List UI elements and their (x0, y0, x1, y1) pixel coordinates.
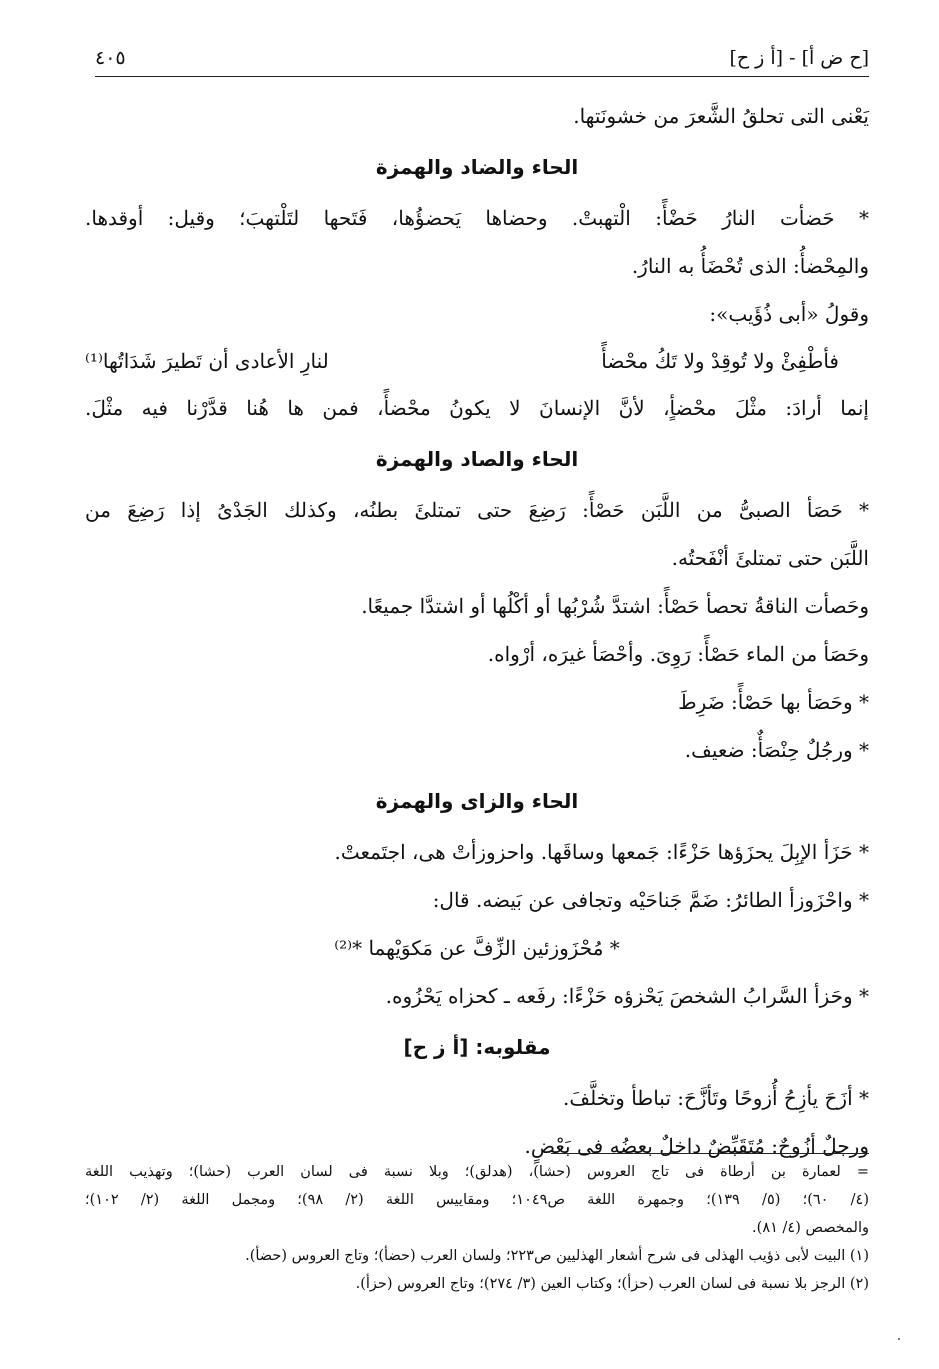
footnote-line: والمخصص (٤/ ٨١). (752, 1220, 869, 1236)
verse-first-hemistich: فأطْفِئْ ولا تُوقِدْ ولا تَكُ محْضأً (601, 349, 839, 373)
rajaz-verse: * مُحْزَوزئين الزِّفَّ عن مَكوَيْهما *⁽²⁾ (334, 936, 620, 960)
footnote-divider (551, 1153, 869, 1154)
section-heading: الحاء والضاد والهمزة (375, 155, 579, 179)
footnote-line: (١) البيت لأبى ذؤيب الهذلى فى شرح أشعار الهذليين ص٢٢٣؛ ولسان العرب (حضأ)؛ وتاج العروس (حضأ). (245, 1248, 869, 1264)
section-heading: مقلوبه: [أ ز ح] (403, 1035, 551, 1059)
poetry-verse (85, 338, 869, 384)
footnote-line: (٢) الرجز بلا نسبة فى لسان العرب (حزأ)؛ وكتاب العين (٣/ ٢٧٤)؛ وتاج العروس (حزأ). (355, 1276, 869, 1292)
text-line: إنما أرادَ: مثْلَ محْضأٍ، لأنَّ الإنسانَ لا يكونُ محْضأً، فمن ها هُنا قدَّرْنا فيه مثْلَ. (85, 396, 869, 420)
text-line: والمِحْضأُ: الذى تُحْضَأُ به النارُ. (631, 254, 869, 278)
text-line: * ورجُلٌ حِنْصَأٌ: ضعيف. (684, 738, 869, 762)
text-line: وقولُ «أبى ذُؤَيب»: (709, 302, 869, 326)
text-line: * واحْزَوزأ الطائرُ: ضَمَّ جَناحَيْه وتجافى عن بَيضه. قال: (432, 888, 869, 912)
text-line: * وحَزأ السَّرابُ الشخصَ يَحْزؤه حَزْءًا: رفَعه ـ كحزاه يَحْزُوه. (385, 984, 869, 1008)
text-line: اللَّبَن حتى تمتلئَ أنْفَحتُه. (671, 546, 869, 570)
scan-speck (898, 1338, 900, 1340)
text-line: * حَصَأ الصبىُّ من اللَّبَن حَصْأً: رَضِعَ حتى تمتلئَ بطنُه، وكذلك الجَدْىُ إذا رَضِعَ من (85, 498, 869, 522)
text-line: يَعْنى التى تحلقُ الشَّعرَ من خشونَتها. (573, 104, 869, 128)
footnote-line: = لعمارة بن أرطاة فى تاج العروس (حشا)، (هدلق)؛ وبلا نسبة فى لسان العرب (حشا)؛ وتهذيب اللغة (85, 1164, 869, 1180)
text-line: * حَزَأ الإبِلَ يحزَؤها حَزْءًا: جَمعها وساقَها. واحزوزأتْ هى، اجتَمعتْ. (334, 840, 869, 864)
text-line: * أزَحَ يأزِحُ أُزوحًا وتَأزَّحَ: تباطأ وتخلَّفَ. (563, 1086, 869, 1110)
text-line: * حَضأت النارُ حَضْأً: الْتهبتْ. وحضاها يَحضؤُها، فَتَحها لتَلْتهبَ؛ وقيل: أوقدها. (85, 206, 869, 230)
running-header (95, 40, 869, 77)
text-line: وحَصَأ من الماء حَصْأً: رَوِىَ. وأحْصَأ غيرَه، أرْواه. (487, 642, 869, 666)
page-number: ٤٠٥ (95, 47, 126, 69)
section-heading: الحاء والصاد والهمزة (375, 447, 579, 471)
section-heading: الحاء والزاى والهمزة (375, 789, 579, 813)
footnote-line: (٤/ ٦٠)؛ (٥/ ١٣٩)؛ وجمهرة اللغة ص١٠٤٩؛ ومقاييس اللغة (٢/ ٩٨)؛ ومجمل اللغة (٢/ ١٠٢)؛ (85, 1192, 869, 1208)
text-line: وحَصأت الناقةُ تحصأ حَصْأً: اشتدَّ شُرْبُها أو أكْلُها أو اشتدَّا جميعًا. (361, 594, 869, 618)
text-line: ورجلٌ أزُوحٌ: مُتَقَبِّضٌ داخلٌ بعضُه فى بَعْضٍ. (524, 1134, 869, 1158)
footnotes (85, 1158, 869, 1298)
verse-second-hemistich: لنارِ الأعادى أن تَطيرَ شَدَاتُها⁽¹⁾ (85, 349, 329, 373)
section-title: [ح ض أ] - [أ ز ح] (729, 47, 869, 69)
text-line: * وحَصَأ بها حَصْأً: ضَرِطَ (678, 690, 869, 714)
main-text (85, 92, 869, 1170)
